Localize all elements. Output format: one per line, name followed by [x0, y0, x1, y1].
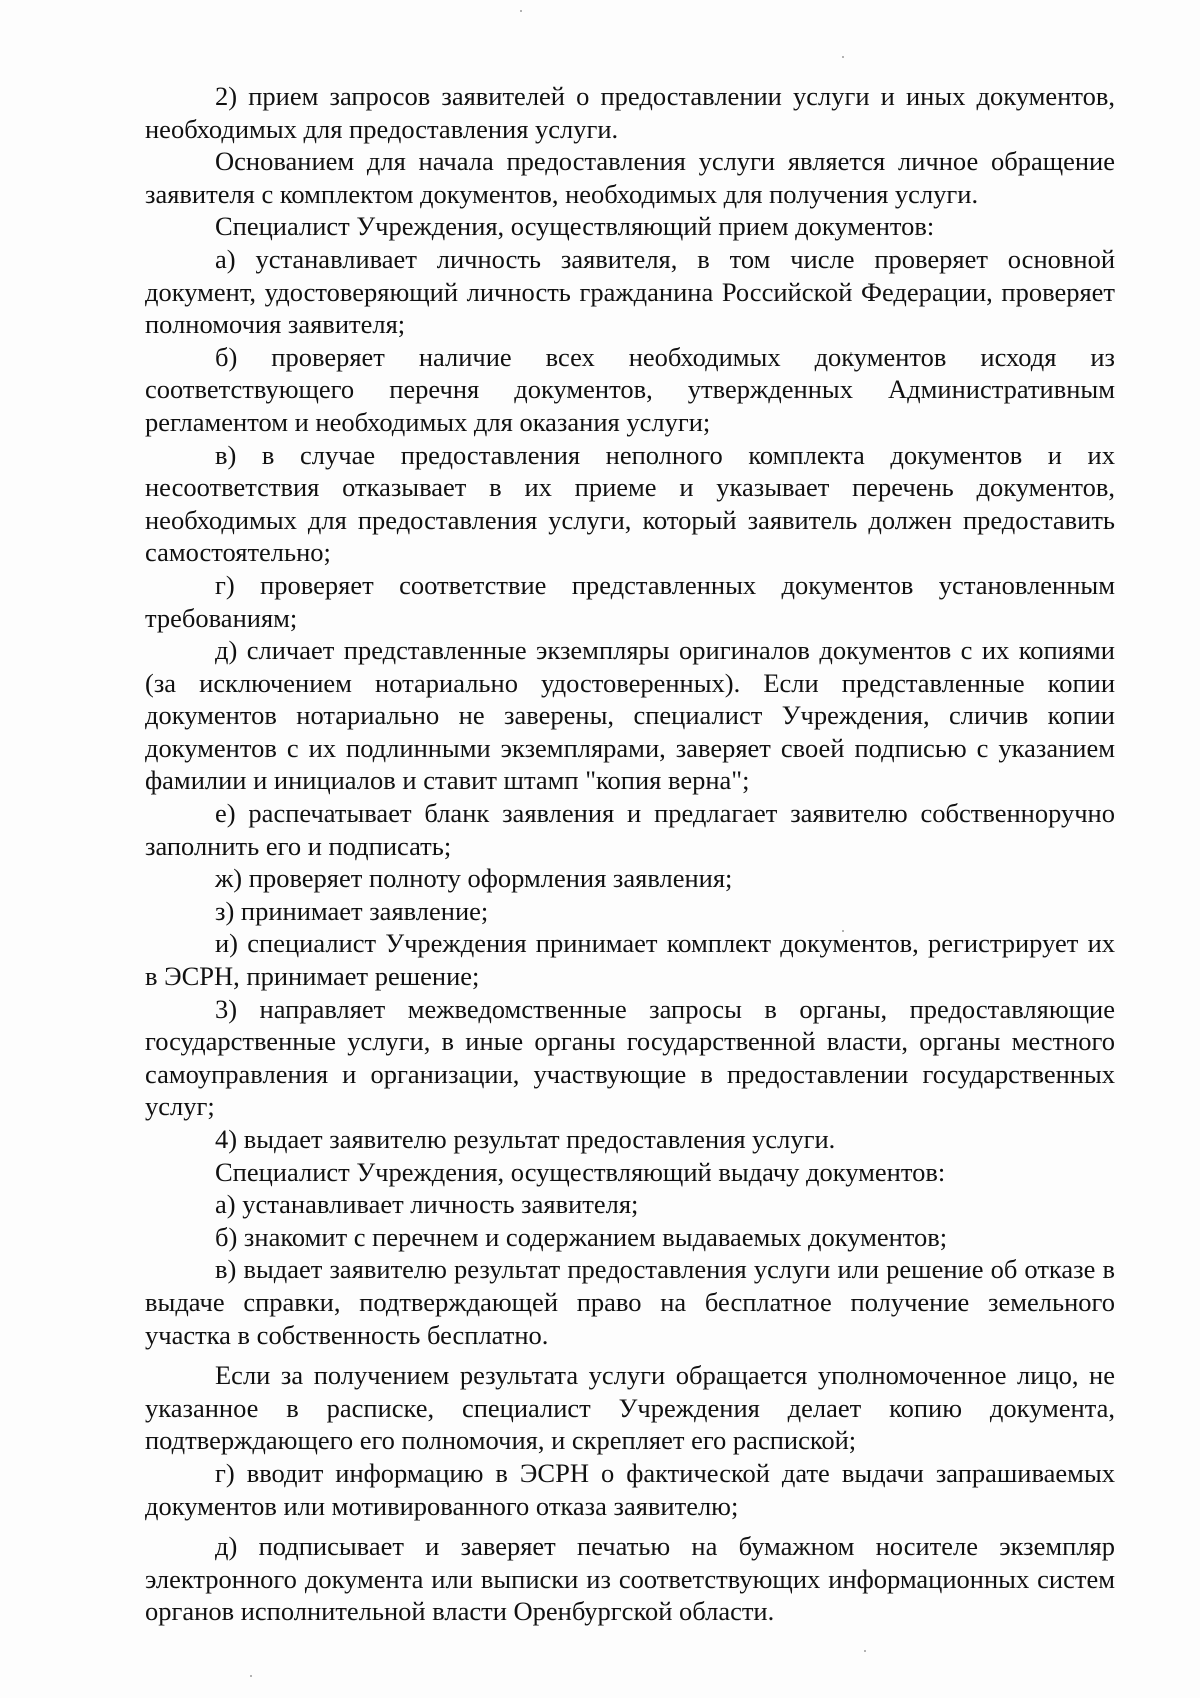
scan-speck: [520, 10, 522, 12]
paragraph: г) вводит информацию в ЭСРН о фактической дате выдачи запрашиваемых документов или мотивированного отказа заявителю;: [145, 1457, 1115, 1521]
paragraph: д) сличает представленные экземпляры оригиналов документов с их копиями (за исключением нотариально удостоверенных). Если представленные копии документов нотариально не заверены, специалист Учреждения, сличив копии документов с их подлинными экземплярами, заверяет своей подписью с указанием фамилии и инициалов и ставит штамп "копия верна";: [145, 635, 1115, 796]
paragraph: ж) проверяет полноту оформления заявления;: [215, 863, 733, 894]
paragraph: в) в случае предоставления неполного комплекта документов и их несоответствия отказывает в их приеме и указывает перечень документов, необходимых для предоставления услуги, который заявитель должен предоставить самостоятельно;: [145, 439, 1115, 568]
paragraph: в) выдает заявителю результат предоставления услуги или решение об отказе в выдаче справки, подтверждающей право на бесплатное получение земельного участка в собственность бесплатно.: [145, 1254, 1115, 1350]
paragraph: Если за получением результата услуги обращается уполномоченное лицо, не указанное в расписке, специалист Учреждения делает копию документа, подтверждающего его полномочия, и скрепляет его распиской;: [145, 1360, 1115, 1456]
scan-speck: [842, 56, 844, 58]
paragraph: а) устанавливает личность заявителя;: [215, 1189, 639, 1220]
paragraph: б) знакомит с перечнем и содержанием выдаваемых документов;: [215, 1221, 948, 1252]
paragraph: 2) прием запросов заявителей о предоставлении услуги и иных документов, необходимых для предоставления услуги.: [145, 81, 1115, 144]
document-body: [145, 80, 1115, 1628]
paragraph: д) подписывает и заверяет печатью на бумажном носителе экземпляр электронного документа или выписки из соответствующих информационных систем органов исполнительной власти Оренбургской области.: [145, 1531, 1115, 1627]
paragraph: 4) выдает заявителю результат предоставления услуги.: [215, 1124, 836, 1154]
paragraph: и) специалист Учреждения принимает комплект документов, регистрирует их в ЭСРН, принимает решение;: [145, 928, 1115, 992]
paragraph: Основанием для начала предоставления услуги является личное обращение заявителя с комплектом документов, необходимых для получения услуги.: [145, 146, 1115, 209]
paragraph: 3) направляет межведомственные запросы в органы, предоставляющие государственные услуги, в иные органы государственной власти, органы местного самоуправления и организации, участвующие в предоставлении государственных услуг;: [145, 993, 1115, 1122]
paragraph: а) устанавливает личность заявителя, в том числе проверяет основной документ, удостоверяющий личность гражданина Российской Федерации, проверяет полномочия заявителя;: [145, 243, 1115, 340]
paragraph: б) проверяет наличие всех необходимых документов исходя из соответствующего перечня документов, утвержденных Административным регламентом и необходимых для оказания услуги;: [145, 341, 1115, 437]
scan-speck: [864, 1650, 866, 1652]
scan-speck: [250, 1675, 252, 1677]
paragraph: е) распечатывает бланк заявления и предлагает заявителю собственноручно заполнить его и подписать;: [145, 798, 1115, 861]
paragraph: Специалист Учреждения, осуществляющий прием документов:: [215, 211, 935, 242]
paragraph: з) принимает заявление;: [215, 895, 489, 926]
paragraph: Специалист Учреждения, осуществляющий выдачу документов:: [215, 1156, 946, 1187]
paragraph: г) проверяет соответствие представленных документов установленным требованиям;: [145, 569, 1115, 633]
